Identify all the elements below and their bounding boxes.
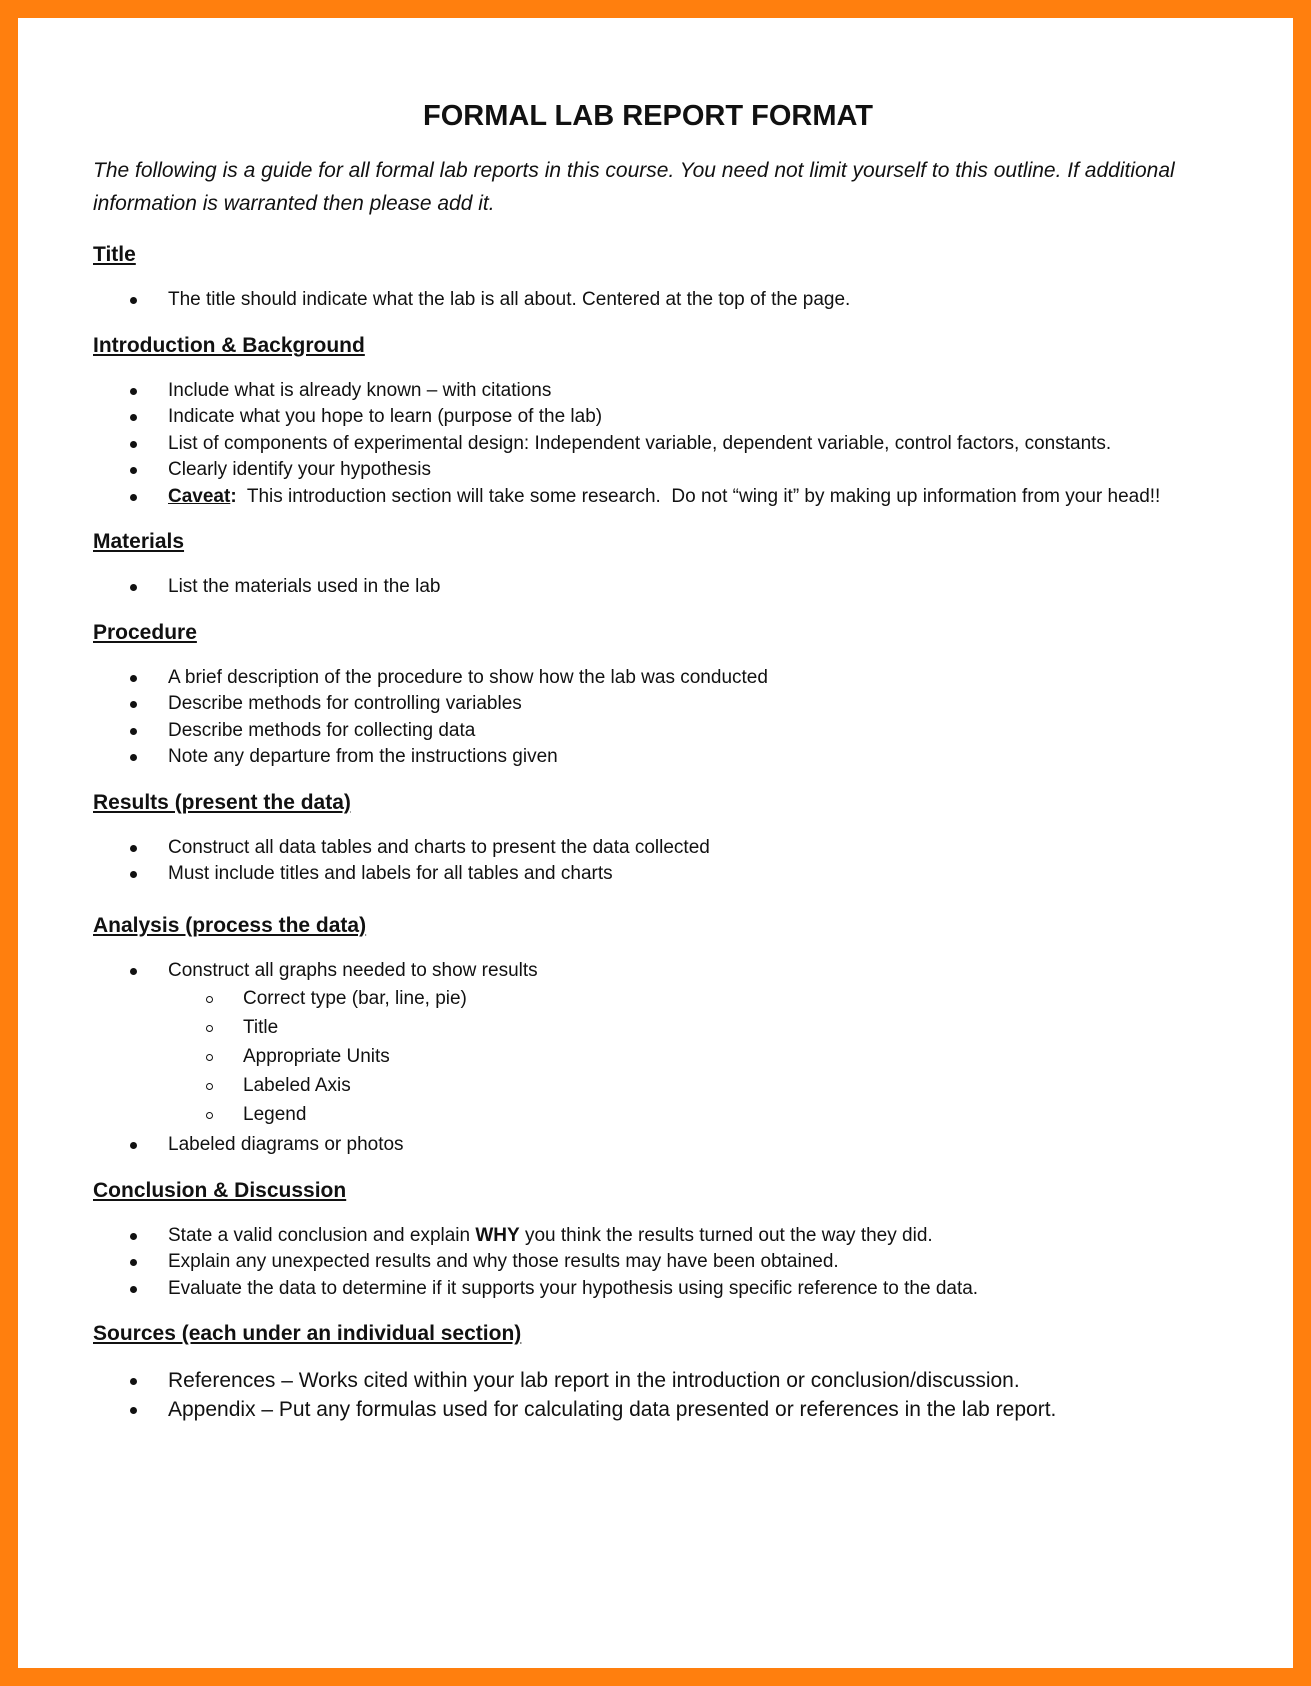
- section-heading-sources: Sources (each under an individual section): [93, 1322, 522, 1345]
- document-title: FORMAL LAB REPORT FORMAT: [423, 100, 873, 132]
- list-item: Clearly identify your hypothesis: [93, 457, 1228, 484]
- section-heading-introduction: Introduction & Background: [93, 333, 365, 357]
- bullet-icon: [130, 297, 137, 304]
- analysis-list-continued: [93, 1132, 1228, 1159]
- bullet-icon: [130, 584, 137, 591]
- hollow-bullet-icon: [206, 996, 213, 1003]
- bullet-icon: [130, 845, 137, 852]
- bullet-icon: [130, 1378, 137, 1385]
- list-item: The title should indicate what the lab is all about. Centered at the top of the page.: [93, 287, 1228, 314]
- hollow-bullet-icon: [206, 1083, 213, 1090]
- list-item: A brief description of the procedure to show how the lab was conducted: [93, 665, 1228, 692]
- document-page: [18, 18, 1293, 1668]
- section-heading-results: Results (present the data): [93, 790, 351, 814]
- procedure-list: [93, 665, 1228, 771]
- sublist-item: Appropriate Units: [93, 1042, 1228, 1071]
- section-heading-analysis: Analysis (process the data): [93, 913, 367, 937]
- bullet-icon: [130, 1259, 137, 1266]
- bullet-icon: [130, 754, 137, 761]
- list-item: Include what is already known – with citations: [93, 378, 1228, 405]
- hollow-bullet-icon: [206, 1112, 213, 1119]
- section-heading-title: Title: [93, 243, 136, 266]
- list-item: Must include titles and labels for all tables and charts: [93, 861, 1228, 888]
- sublist-item: Title: [93, 1013, 1228, 1042]
- sources-list: [93, 1366, 1228, 1424]
- section-heading-conclusion: Conclusion & Discussion: [93, 1178, 347, 1202]
- intro-paragraph: The following is a guide for all formal lab reports in this course. You need not limit yourself to this outline. If additional information is warranted then please add it.: [93, 159, 1175, 215]
- list-item: Appendix – Put any formulas used for calculating data presented or references in the lab report.: [93, 1395, 1228, 1424]
- bullet-icon: [130, 1142, 137, 1149]
- caveat-text: This introduction section will take some research. Do not “wing it” by making up information from your head!!: [236, 485, 1161, 507]
- list-item: List the materials used in the lab: [93, 574, 1228, 601]
- bullet-icon: [130, 1233, 137, 1240]
- list-item: Evaluate the data to determine if it supports your hypothesis using specific reference to the data.: [93, 1276, 1228, 1303]
- bullet-icon: [130, 388, 137, 395]
- document-content: [93, 96, 1228, 1424]
- bullet-icon: [130, 414, 137, 421]
- list-item: Note any departure from the instructions given: [93, 744, 1228, 771]
- hollow-bullet-icon: [206, 1025, 213, 1032]
- list-item: Construct all data tables and charts to present the data collected: [93, 835, 1228, 862]
- list-item: List of components of experimental design: Independent variable, dependent variable, control factors, constants.: [93, 431, 1228, 458]
- list-item: Labeled diagrams or photos: [93, 1132, 1228, 1159]
- bullet-icon: [130, 467, 137, 474]
- sublist-item: Correct type (bar, line, pie): [93, 984, 1228, 1013]
- list-item: Describe methods for controlling variables: [93, 691, 1228, 718]
- list-item: Construct all graphs needed to show results: [93, 958, 1228, 985]
- hollow-bullet-icon: [206, 1054, 213, 1061]
- section-heading-procedure: Procedure: [93, 620, 197, 644]
- conclusion-list: [93, 1223, 1228, 1303]
- sublist-item: Labeled Axis: [93, 1071, 1228, 1100]
- introduction-list: [93, 378, 1228, 511]
- bullet-icon: [130, 871, 137, 878]
- title-list: [93, 287, 1228, 314]
- analysis-list: [93, 958, 1228, 985]
- analysis-sublist: [93, 984, 1228, 1129]
- list-item: State a valid conclusion and explain WHY you think the results turned out the way they did.: [93, 1223, 1228, 1250]
- bullet-icon: [130, 728, 137, 735]
- caveat-item: Caveat: This introduction section will take some research. Do not “wing it” by making up information from your head!!: [93, 484, 1228, 511]
- section-heading-materials: Materials: [93, 530, 185, 553]
- results-list: [93, 835, 1228, 888]
- bullet-icon: [130, 675, 137, 682]
- list-item: Explain any unexpected results and why those results may have been obtained.: [93, 1249, 1228, 1276]
- caveat-label: Caveat: [168, 485, 231, 507]
- list-item: References – Works cited within your lab report in the introduction or conclusion/discussion.: [93, 1366, 1228, 1395]
- bullet-icon: [130, 494, 137, 501]
- materials-list: [93, 574, 1228, 601]
- bullet-icon: [130, 441, 137, 448]
- list-item: Describe methods for collecting data: [93, 718, 1228, 745]
- sublist-item: Legend: [93, 1100, 1228, 1129]
- bullet-icon: [130, 1286, 137, 1293]
- bullet-icon: [130, 1407, 137, 1414]
- list-item: Indicate what you hope to learn (purpose of the lab): [93, 404, 1228, 431]
- bullet-icon: [130, 701, 137, 708]
- bullet-icon: [130, 968, 137, 975]
